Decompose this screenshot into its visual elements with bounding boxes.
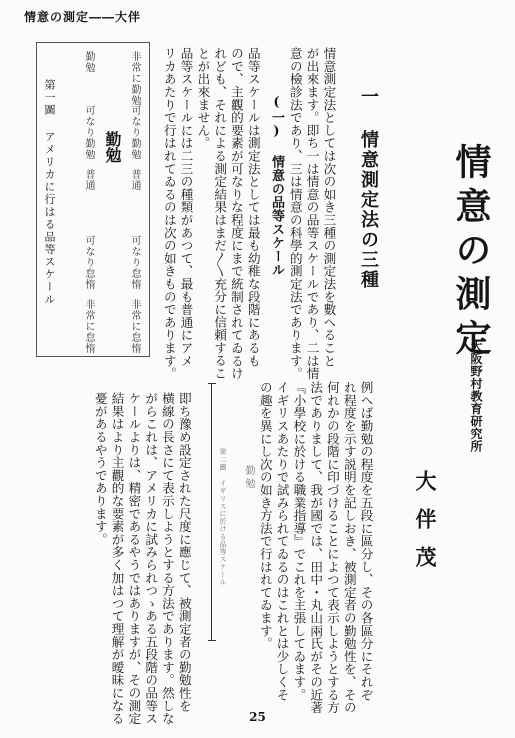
figure-1-scale-label: 非常に勤勉 [129, 51, 140, 106]
figure-2-scale-line [211, 383, 212, 641]
subsection-1-text [160, 47, 261, 380]
author-name: 大伴茂 [413, 470, 438, 584]
body-line: リカあたりで行はれてゐるのは次の如きものであります。 [161, 47, 177, 380]
body-line: 結果はより主觀的な要素が多く加はつて理解が曖昧になる [109, 392, 125, 725]
body-line: 横線の長さにて表示しようとする方法であります。然しな [159, 392, 175, 725]
body-line: 憂があるやうであります。 [92, 392, 108, 546]
body-line: ので、主觀的要素が可なりな程度にまで統制されてゐるけ [228, 47, 244, 380]
figure-2-scale-tick [208, 383, 216, 384]
intro-line: 何れかの段階に印づけることによつて表示しようとする方 [324, 381, 340, 714]
figure-2-scale-tick [208, 640, 216, 641]
figure-1-caption: 第一圖 アメリカに行はる品等スケール [43, 79, 56, 306]
body-line: 情意測定法としては次の如き三種の測定法を數へること [321, 47, 337, 367]
body-line: ケールよりは、精密であるやうではありますが、その測定 [126, 392, 142, 725]
figure-1-scale-label: 可なり怠惰 [83, 235, 94, 290]
intro-line: れ程度を示す説明を記しおき、被測定者の勤勉性を、その [341, 381, 357, 714]
figure-1 [36, 42, 150, 357]
subsection-1-heading: (一) 情意の品等スケール [269, 95, 284, 277]
body-line: 品等スケールは測定法としては最も幼稚な段階にあるも [245, 47, 261, 367]
author-affiliation: 大阪野村教育研究所 [469, 340, 483, 453]
figure-1-scale-label: 可なり勤勉 [83, 105, 94, 160]
intro-text [256, 381, 374, 714]
body-line: れども、それによる測定結果はまだ〳〵充分に信頼するこ [212, 47, 228, 380]
figure-1-scale-label: 非常に怠惰 [83, 299, 94, 354]
figure-2-text [91, 392, 192, 725]
body-line: とが出來ません。 [195, 47, 211, 150]
body-line: 品等スケールには二三の種類があつて、最も普通にアメ [178, 47, 194, 367]
body-line: 意の檢診法であり、三は情意の科學的測定法であります。 [287, 47, 303, 380]
figure-1-main-label: 勤勉 [103, 131, 122, 163]
section-1-heading: 一 情意測定法の三種 [358, 87, 379, 290]
page-number: 25 [249, 710, 266, 724]
figure-1-scale-label: 普通 [83, 169, 94, 191]
figure-1-scale-label: 普通 [129, 169, 140, 191]
article-title: 情意の測定 [450, 143, 492, 363]
figure-2 [208, 383, 233, 663]
intro-line: 例へば勤勉の程度を五段に區分し、その各區分にそれぞ [358, 381, 374, 701]
intro-line: 『小學校に於ける職業指導』でこれを主張してゐます。 [291, 381, 307, 701]
intro-line: イギリスあたりで試みられてゐるのはこれとは少しくそ [274, 381, 290, 701]
intro-line: 法でありまして、我が國では、田中・丸山兩氏がその近著 [308, 381, 324, 714]
body-line: がらこれは、アメリカに試みられつゝある五段階の品等ス [143, 392, 159, 725]
figure-1-scale-label: 可なり怠惰 [129, 235, 140, 290]
figure-1-scale-label: 可なり勤勉 [129, 105, 140, 160]
running-header: 情意の測定――大伴 [24, 10, 142, 24]
figure-2-caption: 第二圖 イギリスに於ける品等スケール [219, 448, 227, 586]
intro-line: の趣を異にし次の如き方法で行はれてゐます。 [257, 381, 273, 650]
figure-1-scale-label: 非常に怠惰 [129, 299, 140, 354]
body-line: 即ち豫め設定された尺度に應じて、被測定者の勤勉性を [176, 392, 192, 712]
section-1-text [286, 47, 336, 380]
body-line: が出來ます。即ち一は情意の品等スケールであり、二は情 [304, 47, 320, 380]
figure-1-scale-label: 勤勉 [83, 51, 94, 73]
figure-2-label: 勤勉 [243, 465, 254, 491]
